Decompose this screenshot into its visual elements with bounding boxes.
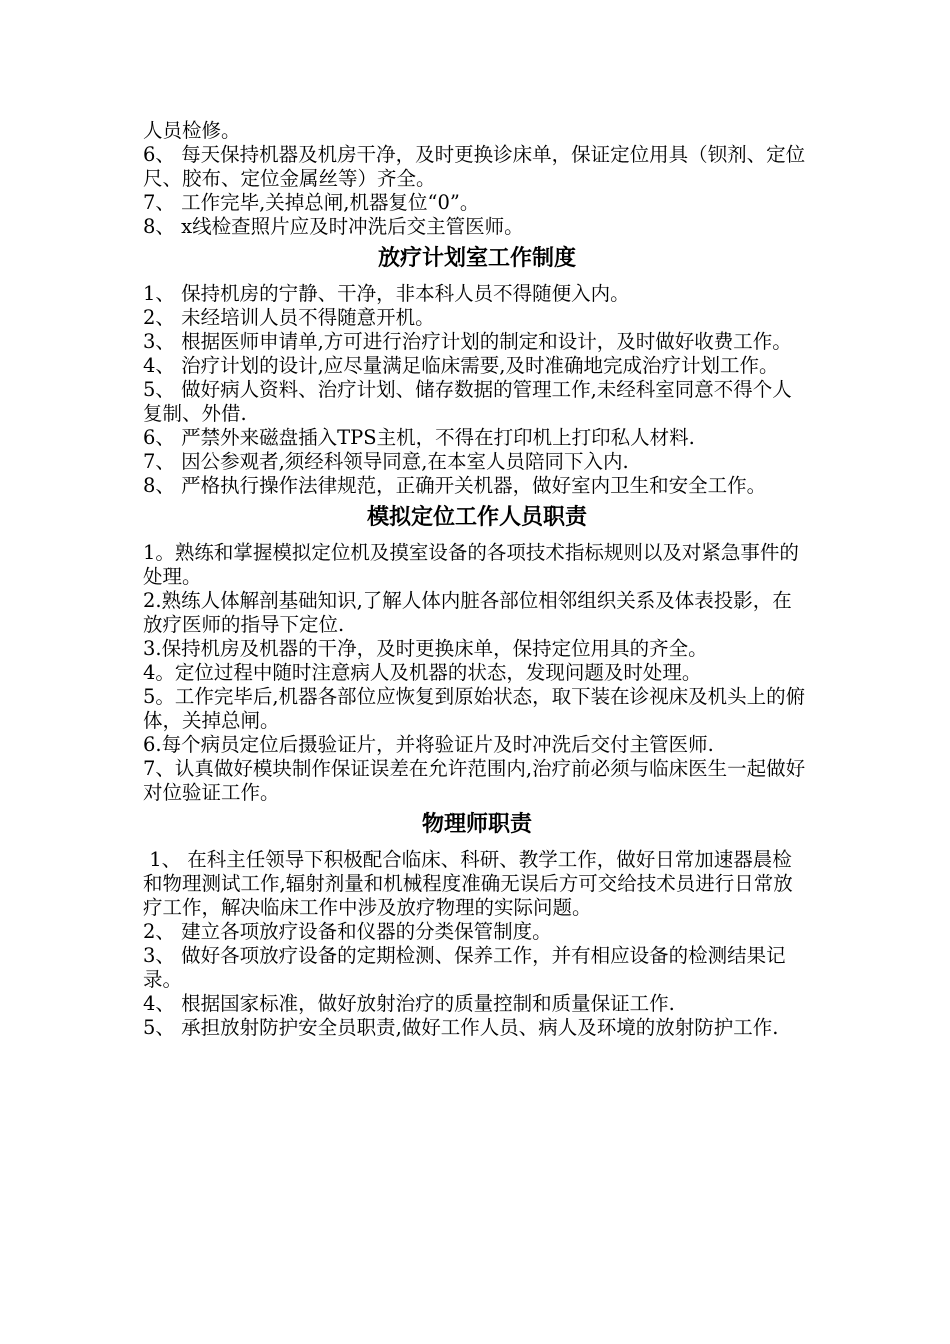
section-physicist: [143, 810, 811, 1040]
list-item: 2、 未经培训人员不得随意开机。: [143, 306, 435, 329]
list-item: 1、 保持机房的宁静、干净，非本科人员不得随便入内。: [143, 282, 630, 305]
section-title: 物理师职责: [421, 811, 532, 837]
intro-paragraph: 6、 每天保持机器及机房干净，及时更换诊床单，保证定位用具（钡剂、定位尺、胶布、定位金属丝等）齐全。: [143, 143, 806, 190]
section-simulation-positioning: [143, 503, 811, 805]
list-item: 4。定位过程中随时注意病人及机器的状态，发现问题及时处理。: [143, 661, 702, 684]
list-item: 8、 严格执行操作法律规范，正确开关机器，做好室内卫生和安全工作。: [143, 474, 767, 497]
list-item: 5、 做好病人资料、治疗计划、储存数据的管理工作,未经科室同意不得个人复制、外借.: [143, 378, 792, 425]
list-item: 3、 根据医师申请单,方可进行治疗计划的制定和设计，及时做好收费工作。: [143, 330, 792, 353]
intro-paragraph: 7、 工作完毕,关掉总闸,机器复位“0”。: [143, 191, 480, 214]
section-planning-room: [143, 244, 811, 498]
list-item: 4、 根据国家标准，做好放射治疗的质量控制和质量保证工作.: [143, 992, 675, 1015]
intro-paragraph: 人员检修。: [143, 119, 241, 142]
list-item: 4、 治疗计划的设计,应尽量满足临床需要,及时准确地完成治疗计划工作。: [143, 354, 779, 377]
intro-paragraph: 8、 x线检查照片应及时冲洗后交主管医师。: [143, 215, 524, 238]
list-item: 6、 严禁外来磁盘插入TPS主机，不得在打印机上打印私人材料.: [143, 426, 695, 449]
list-item: 3.保持机房及机器的干净，及时更换床单，保持定位用具的齐全。: [143, 637, 708, 660]
list-item: 3、 做好各项放疗设备的定期检测、保养工作，并有相应设备的检测结果记录。: [143, 944, 786, 991]
list-item: 1、 在科主任领导下积极配合临床、科研、教学工作，做好日常加速器晨检和物理测试工作,辐射剂量和机械程度准确无误后方可交给技术员进行日常放疗工作，解决临床工作中涉及放疗物理的实际问题。: [143, 848, 793, 919]
list-item: 6.每个病员定位后摄验证片，并将验证片及时冲洗后交付主管医师.: [143, 733, 714, 756]
section-title: 模拟定位工作人员职责: [366, 504, 587, 530]
list-item: 7、认真做好模块制作保证误差在允许范围内,治疗前必须与临床医生一起做好对位验证工作。: [143, 757, 806, 804]
list-item: 1。熟练和掌握模拟定位机及摸室设备的各项技术指标规则以及对紧急事件的处理。: [143, 541, 799, 588]
list-item: 7、 因公参观者,须经科领导同意,在本室人员陪同下入内.: [143, 450, 629, 473]
document-page: [143, 119, 811, 1040]
list-item: 5、 承担放射防护安全员职责,做好工作人员、病人及环境的放射防护工作.: [143, 1016, 779, 1039]
section-title: 放疗计划室工作制度: [377, 245, 576, 271]
list-item: 2.熟练人体解剖基础知识,了解人体内脏各部位相邻组织关系及体表投影，在放疗医师的指导下定位.: [143, 589, 792, 636]
intro-block: [143, 119, 811, 239]
list-item: 5。工作完毕后,机器各部位应恢复到原始状态，取下装在诊视床及机头上的俯体，关掉总闸。: [143, 685, 806, 732]
list-item: 2、 建立各项放疗设备和仪器的分类保管制度。: [143, 920, 552, 943]
